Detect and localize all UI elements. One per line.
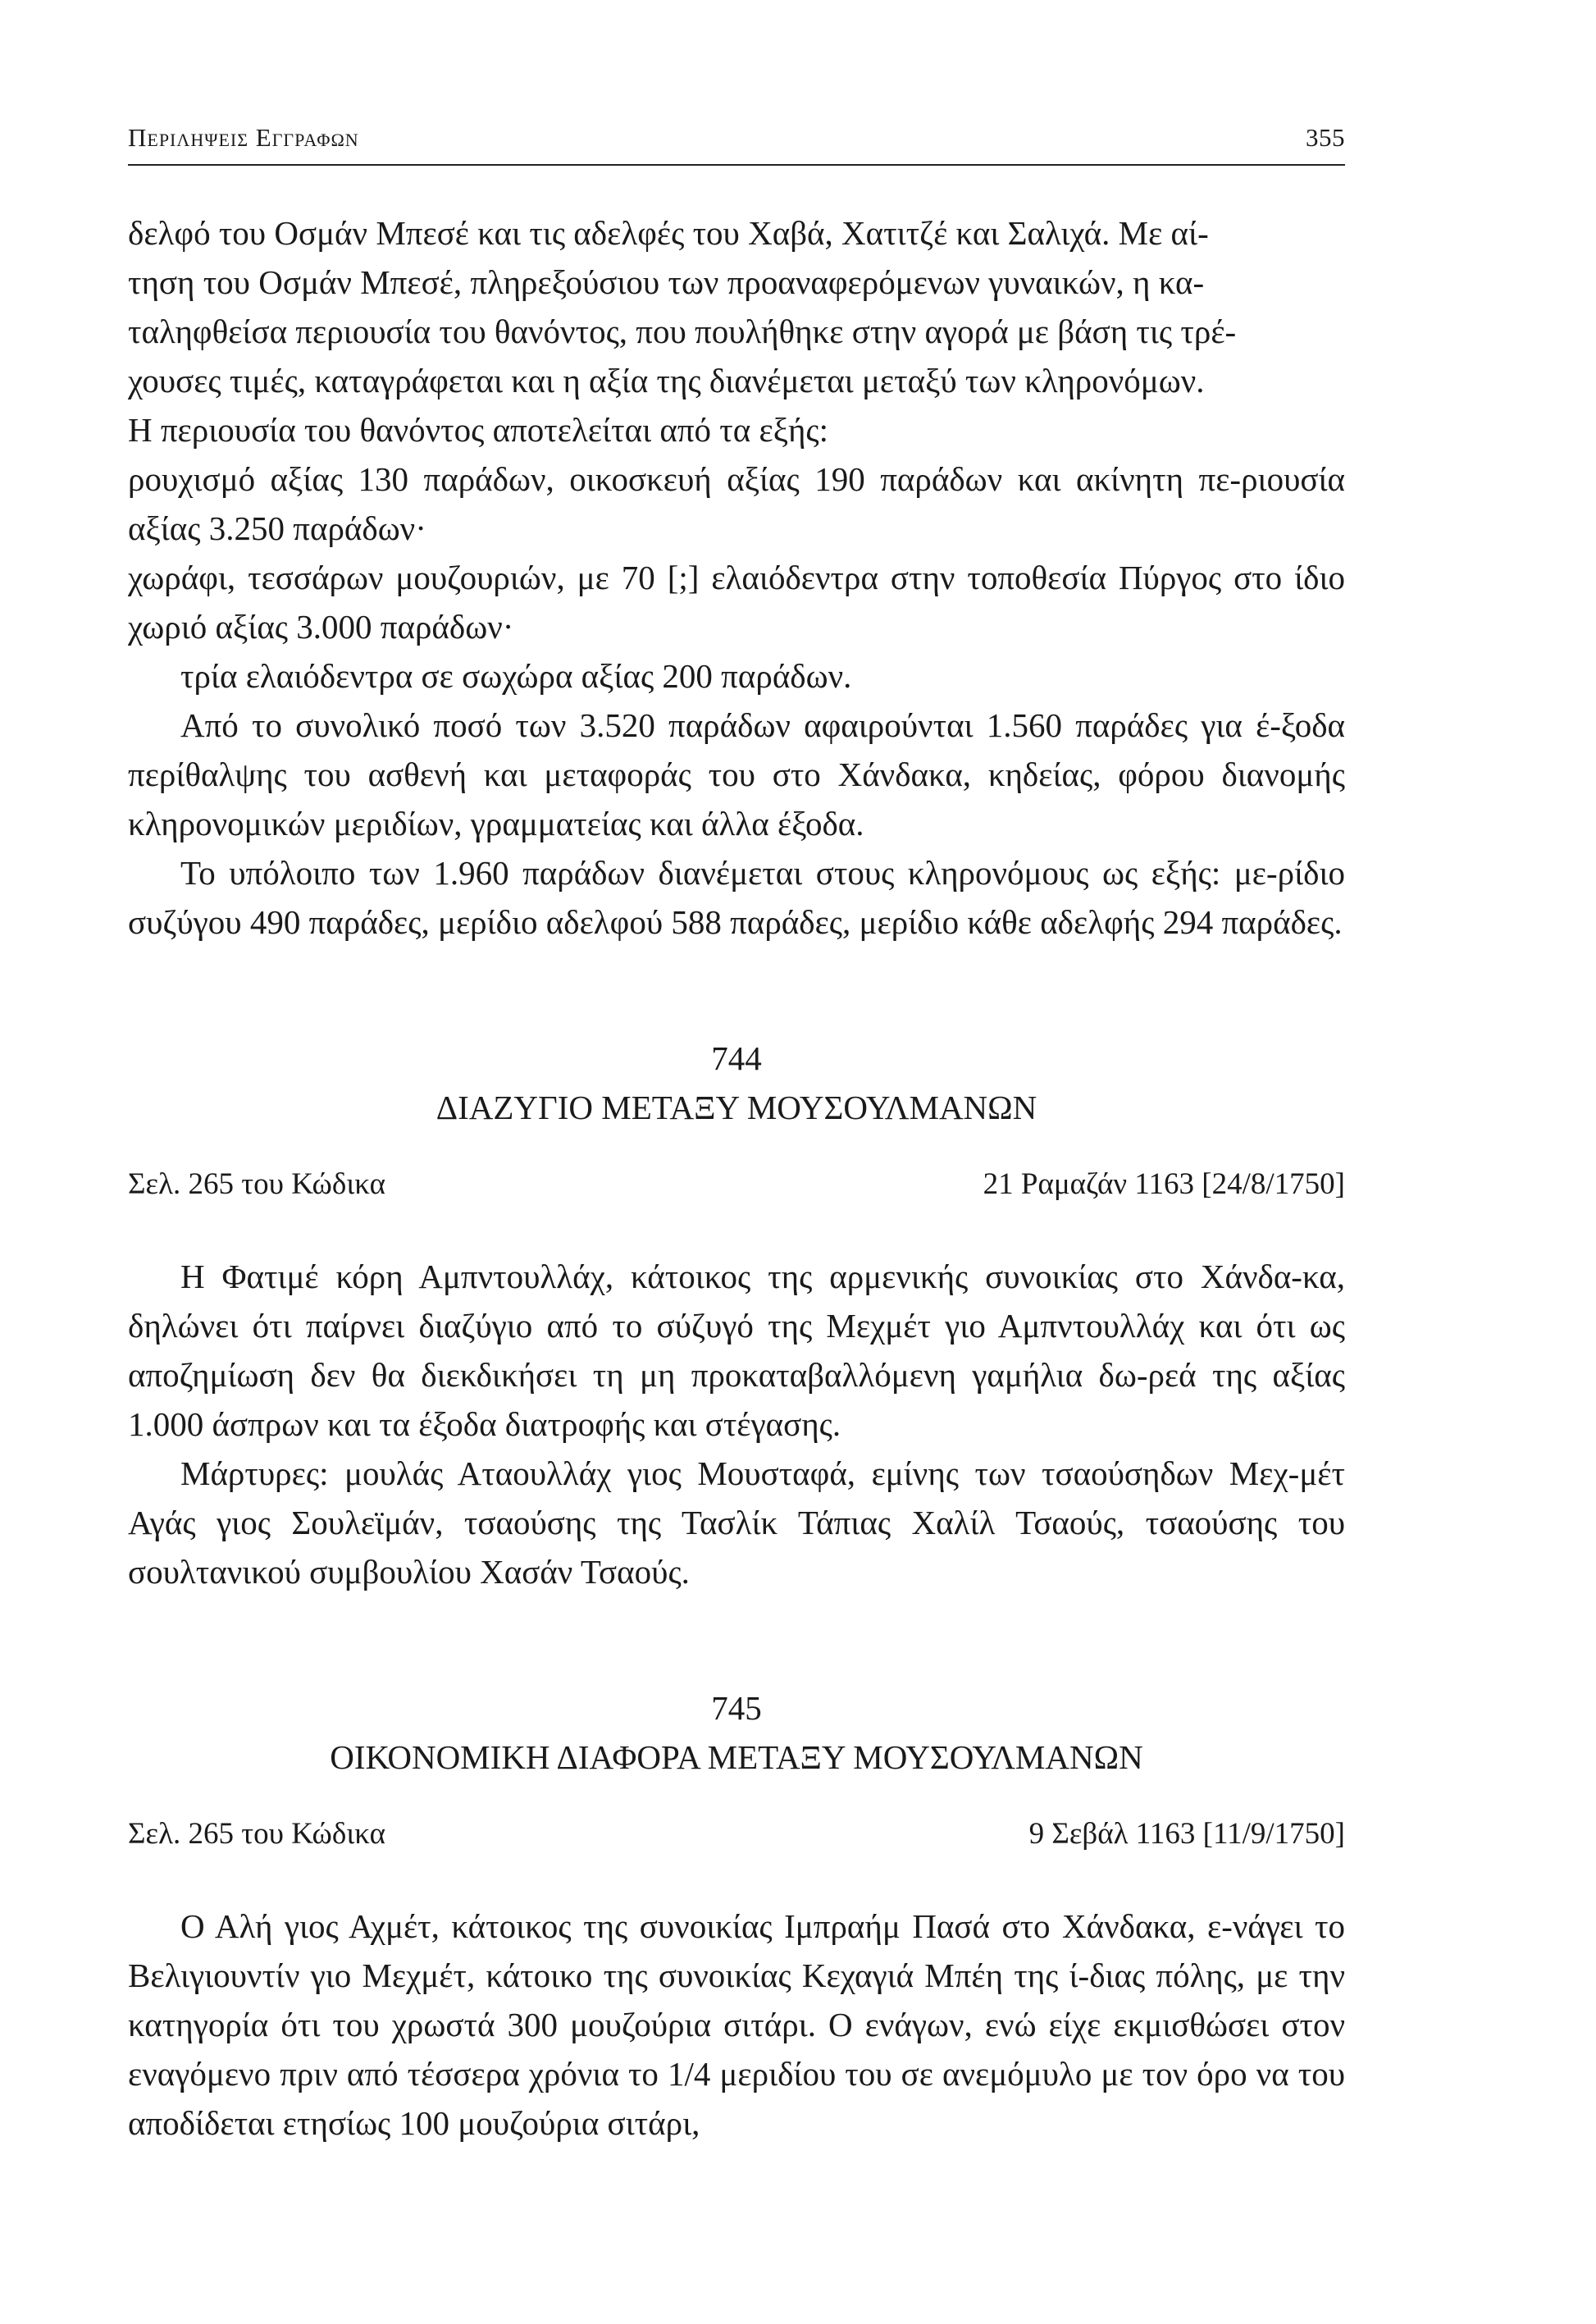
entry-meta — [128, 1811, 1345, 1857]
entry-body — [128, 1902, 1345, 2148]
page-number: 355 — [1306, 123, 1345, 152]
continued-line: τηση του Οσμάν Μπεσέ, πληρεξούσιου των προαναφερόμενων γυναικών, η κα- — [128, 263, 1205, 301]
entry-title: ΟΙΚΟΝΟΜΙΚΗ ΔΙΑΦΟΡΑ ΜΕΤΑΞΥ ΜΟΥΣΟΥΛΜΑΝΩΝ — [330, 1738, 1143, 1776]
paragraph: Μάρτυρες: μουλάς Αταουλλάχ γιος Μουσταφά, εμίνης των τσαούσηδων Μεχ-μέτ Αγάς γιος Σουλεϊμάν, τσαούσης της Τασλίκ Τάπιας Χαλίλ Τσαούς, τσαούσης του σουλτανικού συμβουλίου Χασάν Τσαούς. — [128, 1454, 1345, 1591]
running-head — [128, 123, 1345, 166]
paragraph: χωράφι, τεσσάρων μουζουριών, με 70 [;] ελαιόδεντρα στην τοποθεσία Πύργος στο ίδιο χωριό αξίας 3.000 παράδων· — [128, 559, 1345, 646]
paragraph: Από το συνολικό ποσό των 3.520 παράδων αφαιρούνται 1.560 παράδες για έ-ξοδα περίθαλψης του ασθενή και μεταφοράς του στο Χάνδακα, κηδείας, φόρου διανομής κληρονομικών μεριδίων, γραμματείας και άλλα έξοδα. — [128, 706, 1345, 842]
entry-source: Σελ. 265 του Κώδικα — [128, 1817, 385, 1851]
continued-line: δελφό του Οσμάν Μπεσέ και τις αδελφές του Χαβά, Χατιτζέ και Σαλιχά. Με αί- — [128, 214, 1209, 252]
entry-date: 9 Σεβάλ 1163 [11/9/1750] — [1028, 1817, 1345, 1851]
continued-entry-text — [128, 208, 1345, 947]
entry-body — [128, 1252, 1345, 1596]
entry-title: ΔΙΑΖΥΓΙΟ ΜΕΤΑΞΥ ΜΟΥΣΟΥΛΜΑΝΩΝ — [435, 1089, 1037, 1126]
entry-number: 745 — [711, 1689, 762, 1727]
entry-source: Σελ. 265 του Κώδικα — [128, 1167, 385, 1201]
continued-line: ταληφθείσα περιουσία του θανόντος, που πουλήθηκε στην αγορά με βάση τις τρέ- — [128, 313, 1237, 350]
entry-date: 21 Ραμαζάν 1163 [24/8/1750] — [983, 1167, 1345, 1201]
paragraph: Η Φατιμέ κόρη Αμπντουλλάχ, κάτοικος της αρμενικής συνοικίας στο Χάνδα-κα, δηλώνει ότι παίρνει διαζύγιο από το σύζυγό της Μεχμέτ γιο Αμπντουλλάχ και ότι ως αποζημίωση δεν θα διεκδικήσει τη μη προκαταβαλλόμενη γαμήλια δω-ρεά της αξίας 1.000 άσπρων και τα έξοδα διατροφής και στέγασης. — [128, 1258, 1345, 1443]
continued-line: χουσες τιμές, καταγράφεται και η αξία της διανέμεται μεταξύ των κληρονόμων. — [128, 362, 1205, 400]
paragraph: ρουχισμό αξίας 130 παράδων, οικοσκευή αξίας 190 παράδων και ακίνητη πε-ριουσία αξίας 3.250 παράδων· — [128, 460, 1345, 547]
paragraph: Η περιουσία του θανόντος αποτελείται από τα εξής: — [128, 411, 829, 449]
running-head-title: Περιληψεισ Εγγραφων — [128, 123, 359, 152]
entry-heading — [128, 1683, 1345, 1782]
paragraph: Το υπόλοιπο των 1.960 παράδων διανέμεται στους κληρονόμους ως εξής: με-ρίδιο συζύγου 490 παράδες, μερίδιο αδελφού 588 παράδες, μερίδιο κάθε αδελφής 294 παράδες. — [128, 854, 1345, 941]
entry-number: 744 — [711, 1039, 762, 1077]
document-page — [128, 123, 1345, 2148]
paragraph: τρία ελαιόδεντρα σε σωχώρα αξίας 200 παράδων. — [180, 657, 852, 695]
paragraph: Ο Αλή γιος Αχμέτ, κάτοικος της συνοικίας Ιμπραήμ Πασά στο Χάνδακα, ε-νάγει το Βελιγιουντίν γιο Μεχμέτ, κάτοικο της συνοικίας Κεχαγιά Μπέη της ί-διας πόλης, με την κατηγορία ότι του χρωστά 300 μουζούρια σιτάρι. Ο ενάγων, ενώ είχε εκμισθώσει στον εναγόμενο πριν από τέσσερα χρόνια το 1/4 μεριδίου του σε ανεμόμυλο με τον όρο να του αποδίδεται ετησίως 100 μουζούρια σιτάρι, — [128, 1907, 1345, 2142]
entry-meta — [128, 1162, 1345, 1208]
entry-heading — [128, 1034, 1345, 1132]
